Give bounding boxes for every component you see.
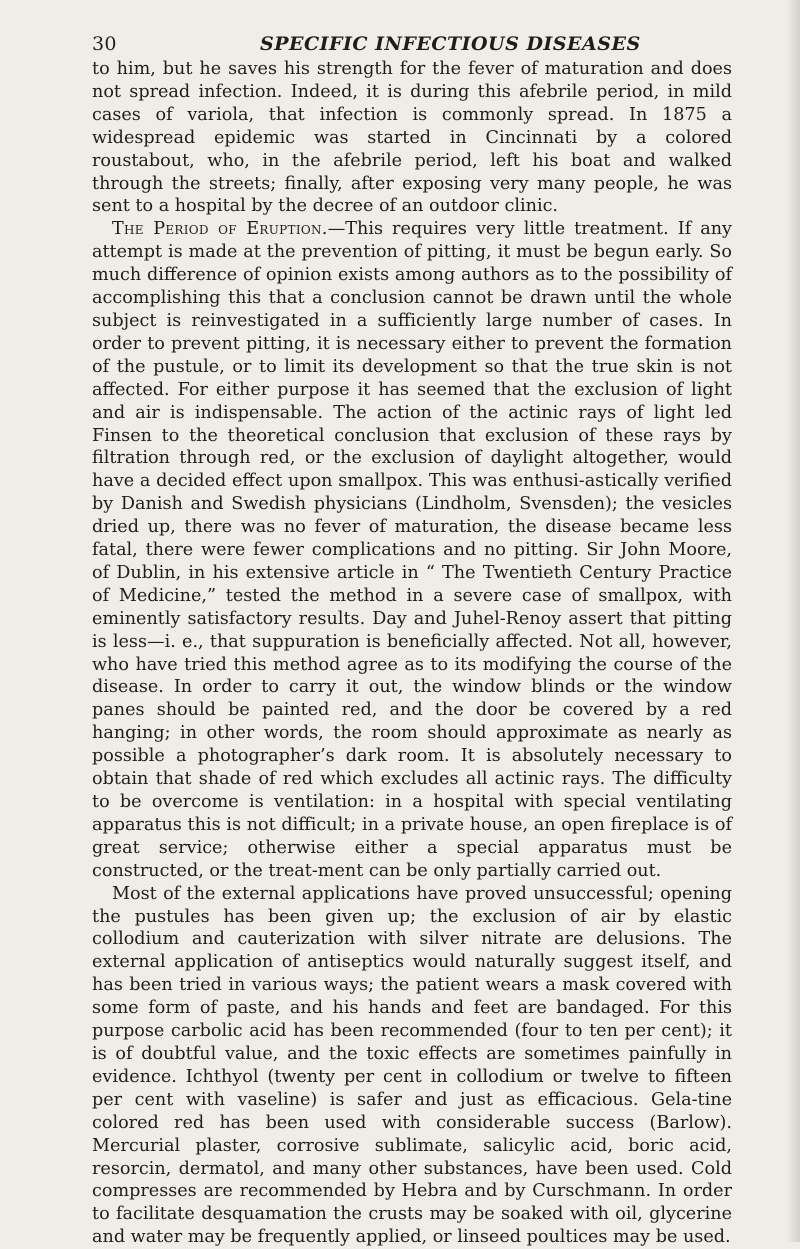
- paragraph: [92, 883, 732, 1249]
- page-number: 30: [92, 33, 117, 55]
- section-heading: The Period of Eruption.: [112, 219, 328, 240]
- running-title: SPECIFIC INFECTIOUS DISEASES: [260, 33, 641, 55]
- paragraph-text: Most of the external applications have proved unsuccessful; opening the pustules has been given up; the exclusion of air by elastic collodium and cauterization with silver nitrate are delusions. The external application of antiseptics would naturally suggest itself, and has been tried in various ways; the patient wears a mask covered with some form of paste, and his hands and feet are bandaged. For this purpose carbolic acid has been recommended (four to ten per cent); it is of doubtful value, and the toxic effects are sometimes painfully in evidence. Ichthyol (twenty per cent in collodium or twelve to fifteen per cent with vaseline) is safer and just as efficacious. Gela-tine colored red has been used with considerable success (Barlow). Mercurial plaster, corrosive sublimate, salicylic acid, boric acid, resorcin, dermatol, and many other substances, have been used. Cold compresses are recommended by Hebra and by Curschmann. In order to facilitate desquamation the crusts may be soaked with oil, glycerine and water may be frequently applied, or linseed poultices may be used.: [92, 883, 732, 1248]
- paragraph: [92, 58, 732, 218]
- paragraph: [92, 218, 732, 882]
- page-edge-shadow: [786, 0, 800, 1242]
- body-text: [92, 58, 732, 1249]
- page-header: [64, 32, 732, 56]
- paragraph-text: to him, but he saves his strength for the fever of maturation and does not spread infection. Indeed, it is during this afebrile period, in mild cases of variola, that infection is commonly spread. In 1875 a widespread epidemic was started in Cincinnati by a colored roustabout, who, in the afebrile period, left his boat and walked through the streets; finally, after exposing very many people, he was sent to a hospital by the decree of an outdoor clinic.: [92, 59, 732, 217]
- paragraph-text: —This requires very little treatment. If any attempt is made at the prevention of pitting, it must be begun early. So much difference of opinion exists among authors as to the possibility of accomplishing this that a conclusion cannot be drawn until the whole subject is reinvestigated in a sufficiently large number of cases. In order to prevent pitting, it is necessary either to prevent the formation of the pustule, or to limit its development so that the true skin is not affected. For either purpose it has seemed that the exclusion of light and air is indispensable. The action of the actinic rays of light led Finsen to the theoretical conclusion that exclusion of these rays by filtration through red, or the exclusion of daylight altogether, would have a decided effect upon smallpox. This was enthusi-astically verified by Danish and Swedish physicians (Lindholm, Svensden); the vesicles dried up, there was no fever of maturation, the disease became less fatal, there were fewer complications and no pitting. Sir John Moore, of Dublin, in his extensive article in “ The Twentieth Century Practice of Medicine,” tested the method in a severe case of smallpox, with eminently satisfactory results. Day and Juhel-Renoy assert that pitting is less—i. e., that suppuration is beneficially affected. Not all, however, who have tried this method agree as to its modifying the course of the disease. In order to carry it out, the window blinds or the window panes should be painted red, and the door be covered by a red hanging; in other words, the room should approximate as nearly as possible a photographer’s dark room. It is absolutely necessary to obtain that shade of red which excludes all actinic rays. The difficulty to be overcome is ventilation: in a hospital with special ventilating apparatus this is not difficult; in a private house, an open fireplace is of great service; otherwise either a special apparatus must be constructed, or the treat-ment can be only partially carried out.: [92, 219, 732, 881]
